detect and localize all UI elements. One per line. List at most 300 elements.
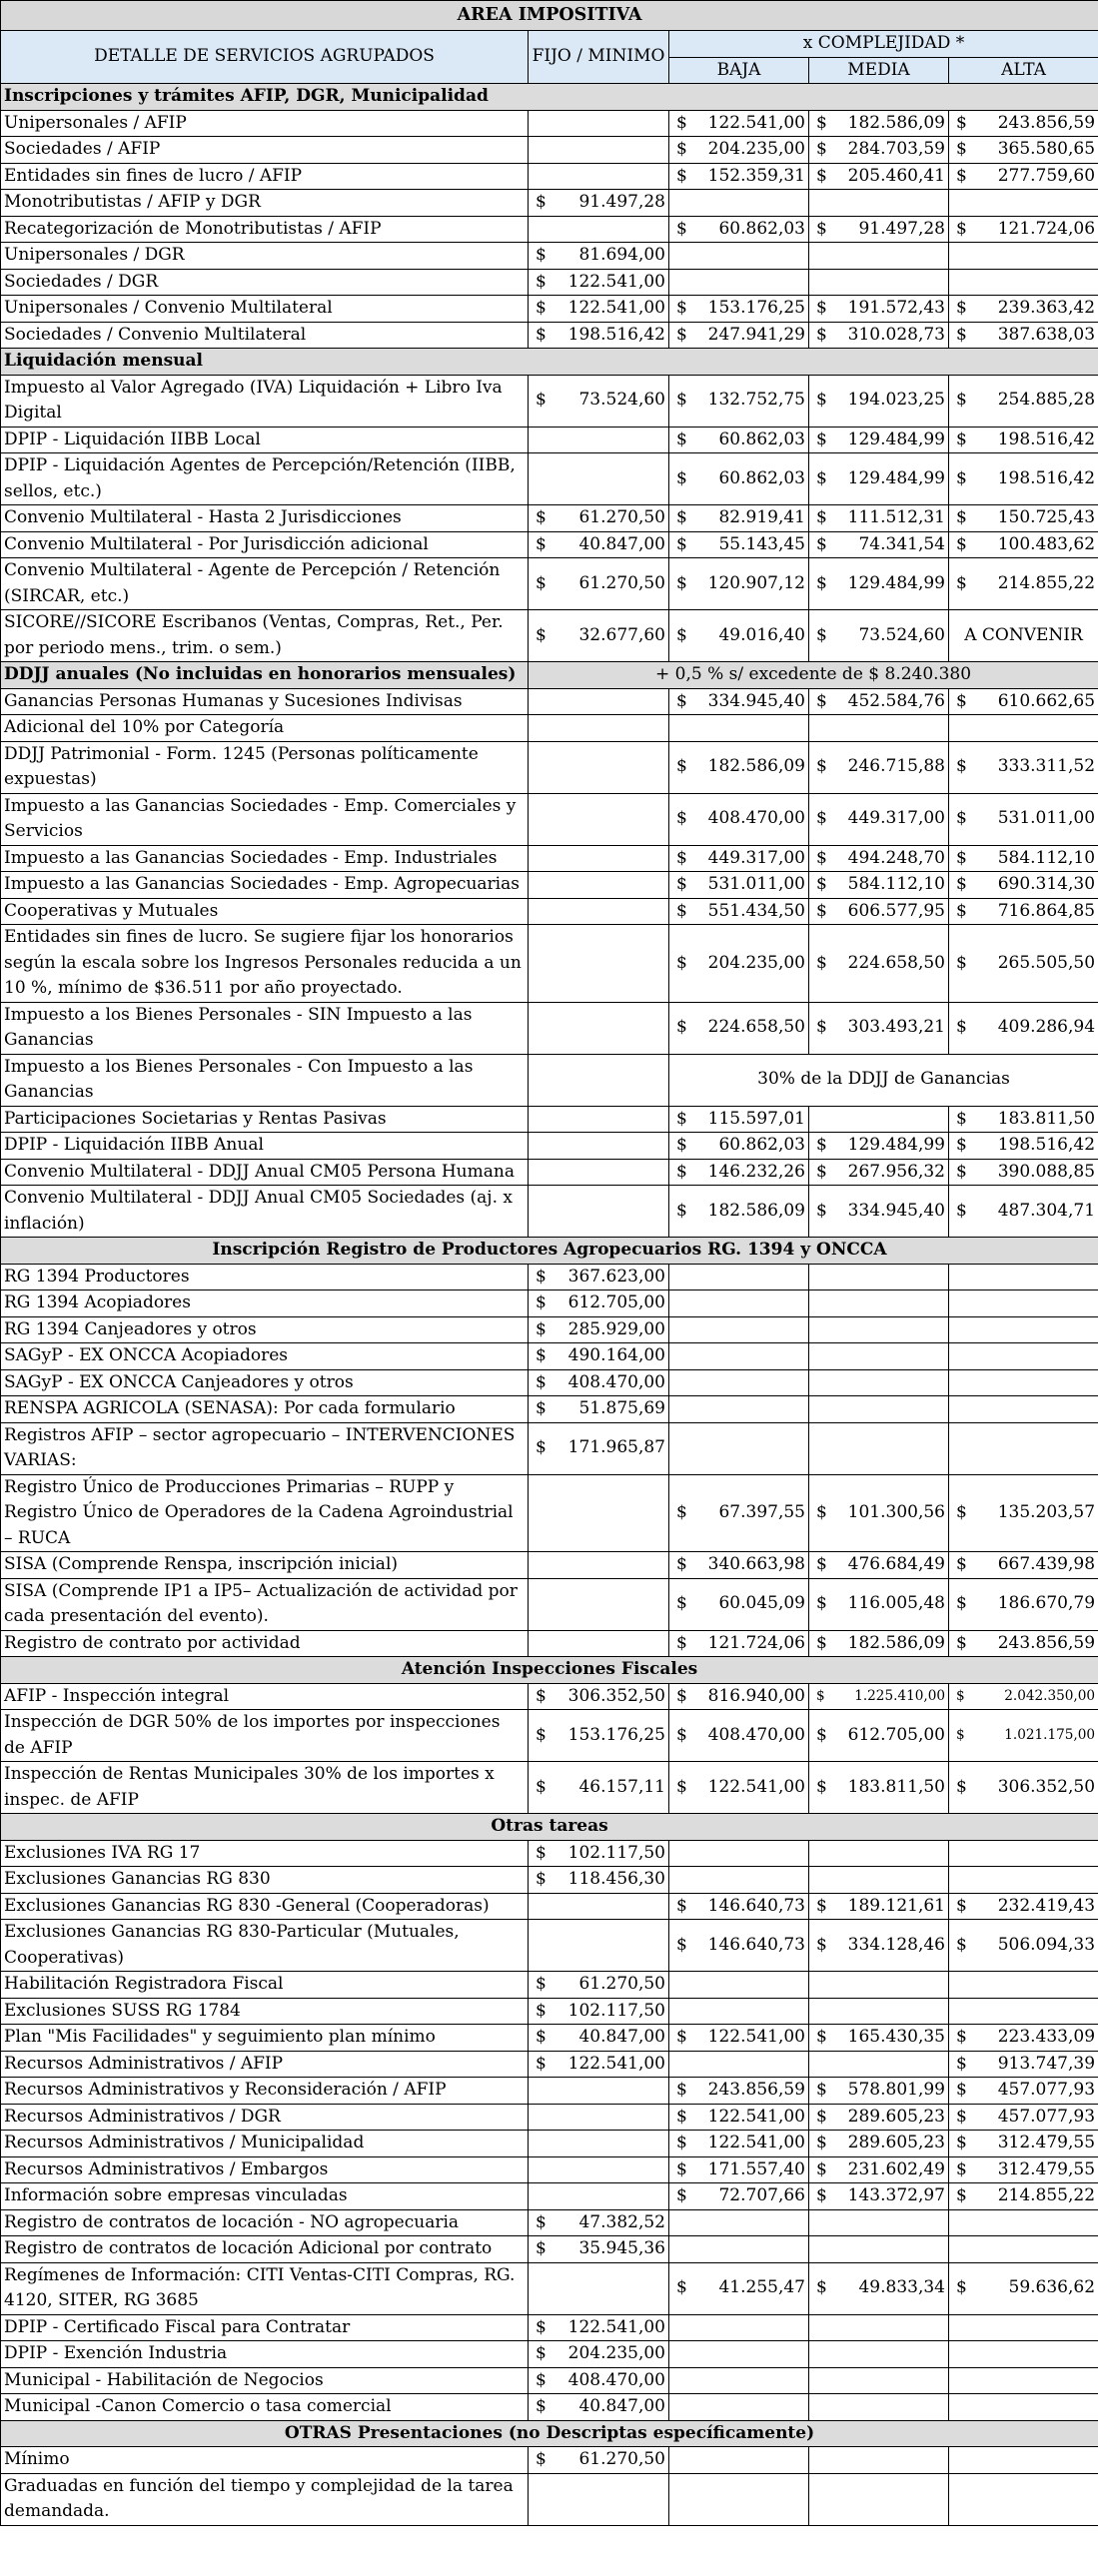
currency-sign: $	[816, 1502, 827, 1522]
fixed-amount	[529, 741, 669, 793]
high-header: ALTA	[949, 57, 1098, 84]
currency-sign: $	[676, 165, 687, 186]
table-row	[1, 2262, 1098, 2314]
amount: 101.300,56	[847, 1502, 945, 1522]
amount: 171.965,87	[567, 1437, 665, 1458]
amount: 129.484,99	[847, 467, 945, 488]
amount: 118.456,30	[567, 1869, 665, 1889]
medium-amount	[809, 1264, 949, 1290]
table-row	[1, 2183, 1098, 2210]
low-amount	[669, 2394, 809, 2421]
fixed-amount	[529, 505, 669, 532]
amount: 285.929,00	[567, 1318, 665, 1339]
high-amount	[949, 2314, 1098, 2341]
amount: 254.885,28	[997, 390, 1096, 411]
table-row	[1, 2078, 1098, 2105]
medium-amount	[809, 296, 949, 323]
amount: 146.640,73	[707, 1895, 805, 1916]
currency-sign: $	[956, 1502, 967, 1522]
currency-sign: $	[956, 808, 967, 829]
low-amount	[669, 1186, 809, 1238]
high-amount	[949, 216, 1098, 243]
low-amount	[669, 1920, 809, 1972]
fixed-amount	[529, 453, 669, 505]
low-amount	[669, 2314, 809, 2341]
service-description: DPIP - Liquidación Agentes de Percepción/Retención (IIBB, sellos, etc.)	[1, 453, 529, 505]
header-row	[1, 31, 1098, 58]
low-amount	[669, 2025, 809, 2052]
amount: 194.023,25	[847, 390, 945, 411]
table-row	[1, 1998, 1098, 2025]
high-amount	[949, 1867, 1098, 1894]
amount: 122.541,00	[567, 298, 665, 318]
medium-amount	[809, 793, 949, 845]
service-description: SISA (Comprende Renspa, inscripción inicial)	[1, 1552, 529, 1579]
service-description: Exclusiones Ganancias RG 830-Particular (Mutuales, Cooperativas)	[1, 1920, 529, 1972]
amount: 232.419,43	[997, 1895, 1096, 1916]
amount: 182.586,09	[707, 1200, 805, 1221]
amount: 143.372,97	[847, 2185, 945, 2205]
medium-amount	[809, 531, 949, 558]
high-amount	[949, 1002, 1098, 1054]
table-row	[1, 2341, 1098, 2368]
fixed-amount	[529, 688, 669, 715]
currency-sign: $	[816, 1017, 827, 1038]
amount: 612.705,00	[567, 1292, 665, 1312]
low-amount	[669, 163, 809, 190]
amount: 449.317,00	[847, 808, 945, 829]
low-amount	[669, 1998, 809, 2025]
fixed-amount	[529, 1369, 669, 1396]
amount: 204.235,00	[707, 952, 805, 973]
currency-sign: $	[956, 756, 967, 777]
service-description: Participaciones Societarias y Rentas Pasivas	[1, 1106, 529, 1133]
fixed-minimum-header: FIJO / MINIMO	[529, 31, 669, 84]
currency-sign: $	[676, 756, 687, 777]
amount: 913.747,39	[997, 2053, 1096, 2074]
table-row	[1, 322, 1098, 349]
amount: 120.907,12	[707, 572, 805, 593]
amount: 183.811,50	[847, 1776, 945, 1797]
amount: 122.541,00	[707, 2133, 805, 2152]
amount: 390.088,85	[997, 1161, 1096, 1182]
amount: 182.586,09	[847, 112, 945, 133]
medium-amount	[809, 1762, 949, 1814]
low-amount	[669, 1316, 809, 1343]
service-description: Recursos Administrativos / AFIP	[1, 2051, 529, 2078]
table-row	[1, 427, 1098, 453]
section-header-row	[1, 662, 1098, 689]
currency-sign: $	[816, 218, 827, 239]
fixed-amount	[529, 1762, 669, 1814]
medium-amount	[809, 453, 949, 505]
medium-amount	[809, 1396, 949, 1423]
amount: 667.439,98	[997, 1554, 1096, 1574]
service-description: Graduadas en función del tiempo y complejidad de la tarea demandada.	[1, 2473, 529, 2525]
service-description: Impuesto a las Ganancias Sociedades - Emp. Industriales	[1, 845, 529, 872]
currency-sign: $	[816, 533, 827, 554]
fixed-amount	[529, 322, 669, 349]
amount: 612.705,00	[847, 1724, 945, 1745]
currency-sign: $	[956, 1017, 967, 1038]
high-amount	[949, 2209, 1098, 2236]
high-amount	[949, 163, 1098, 190]
service-description: AFIP - Inspección integral	[1, 1683, 529, 1710]
currency-sign: $	[676, 1685, 687, 1706]
fixed-amount	[529, 845, 669, 872]
amount: 408.470,00	[707, 808, 805, 829]
low-amount	[669, 2104, 809, 2131]
amount: 224.658,50	[707, 1017, 805, 1038]
currency-sign: $	[816, 112, 827, 133]
medium-amount	[809, 1683, 949, 1710]
medium-amount	[809, 2314, 949, 2341]
currency-sign: $	[536, 2027, 547, 2047]
currency-sign: $	[676, 1502, 687, 1522]
service-description: Impuesto a los Bienes Personales - SIN Impuesto a las Ganancias	[1, 1002, 529, 1054]
amount: 73.524,60	[578, 390, 665, 411]
currency-sign: $	[676, 112, 687, 133]
table-row	[1, 898, 1098, 925]
currency-sign: $	[816, 847, 827, 868]
amount: 152.359,31	[707, 165, 805, 186]
currency-sign: $	[676, 572, 687, 593]
low-amount	[669, 1159, 809, 1186]
currency-sign: $	[536, 2449, 547, 2469]
medium-amount	[809, 2104, 949, 2131]
fixed-amount	[529, 1290, 669, 1317]
page-title: AREA IMPOSITIVA	[1, 1, 1098, 31]
currency-sign: $	[536, 324, 547, 345]
amount: 47.382,52	[578, 2211, 665, 2232]
currency-sign: $	[816, 1161, 827, 1182]
fixed-amount	[529, 375, 669, 427]
high-amount	[949, 1369, 1098, 1396]
medium-amount	[809, 872, 949, 899]
section-title: Atención Inspecciones Fiscales	[1, 1657, 1098, 1684]
medium-amount	[809, 610, 949, 662]
amount: 55.143,45	[718, 533, 805, 554]
amount: 102.117,50	[567, 1842, 665, 1863]
section-header-row	[1, 84, 1098, 111]
high-amount	[949, 322, 1098, 349]
medium-amount	[809, 1343, 949, 1370]
service-description: Impuesto a las Ganancias Sociedades - Emp. Agropecuarias	[1, 872, 529, 899]
fixed-amount	[529, 531, 669, 558]
fixed-amount	[529, 2078, 669, 2105]
currency-sign: $	[816, 1934, 827, 1955]
high-amount	[949, 1264, 1098, 1290]
service-description: Municipal -Canon Comercio o tasa comercial	[1, 2394, 529, 2421]
high-amount	[949, 1630, 1098, 1657]
high-amount	[949, 1474, 1098, 1552]
table-row	[1, 1186, 1098, 1238]
medium-amount	[809, 1840, 949, 1867]
table-row	[1, 845, 1098, 872]
fixed-amount	[529, 216, 669, 243]
low-amount	[669, 1106, 809, 1133]
table-row	[1, 216, 1098, 243]
high-amount	[949, 845, 1098, 872]
currency-sign: $	[536, 2343, 547, 2363]
amount: 115.597,01	[707, 1108, 805, 1129]
medium-amount	[809, 2447, 949, 2474]
fixed-amount	[529, 296, 669, 323]
amount: 146.232,26	[707, 1161, 805, 1182]
table-row	[1, 558, 1098, 610]
currency-sign: $	[536, 1974, 547, 1994]
service-description: Ganancias Personas Humanas y Sucesiones Indivisas	[1, 688, 529, 715]
currency-sign: $	[676, 1017, 687, 1038]
amount: 153.176,25	[567, 1724, 665, 1745]
amount: 51.875,69	[578, 1398, 665, 1418]
currency-sign: $	[536, 1398, 547, 1418]
high-amount	[949, 2051, 1098, 2078]
high-amount	[949, 1316, 1098, 1343]
medium-amount	[809, 375, 949, 427]
currency-sign: $	[956, 1632, 967, 1653]
service-description: Registro de contratos de locación Adicional por contrato	[1, 2236, 529, 2263]
low-amount	[669, 322, 809, 349]
high-amount	[949, 1290, 1098, 1317]
service-description: Convenio Multilateral - Agente de Percepción / Retención (SIRCAR, etc.)	[1, 558, 529, 610]
amount: 32.677,60	[578, 624, 665, 645]
amount: 246.715,88	[847, 756, 945, 777]
service-description: Unipersonales / Convenio Multilateral	[1, 296, 529, 323]
high-amount	[949, 793, 1098, 845]
service-description: Registro de contratos de locación - NO agropecuaria	[1, 2209, 529, 2236]
high-amount	[949, 925, 1098, 1003]
section-title: Liquidación mensual	[1, 349, 1098, 376]
currency-sign: $	[816, 2133, 827, 2152]
amount: 171.557,40	[707, 2158, 805, 2179]
amount: 40.847,00	[578, 2396, 665, 2416]
amount: 49.833,34	[858, 2277, 945, 2298]
fixed-amount	[529, 1578, 669, 1630]
currency-sign: $	[956, 467, 967, 488]
high-amount	[949, 2447, 1098, 2474]
currency-sign: $	[676, 1593, 687, 1614]
fixed-amount	[529, 1867, 669, 1894]
table-row	[1, 1290, 1098, 1317]
high-amount	[949, 2183, 1098, 2210]
amount: 214.855,22	[997, 572, 1096, 593]
currency-sign: $	[956, 874, 967, 894]
amount: 306.352,50	[997, 1776, 1096, 1797]
currency-sign: $	[816, 952, 827, 973]
currency-sign: $	[676, 1724, 687, 1745]
amount: 289.605,23	[847, 2106, 945, 2127]
currency-sign: $	[816, 1895, 827, 1916]
medium-amount	[809, 1474, 949, 1552]
amount: 531.011,00	[997, 808, 1096, 829]
currency-sign: $	[676, 624, 687, 645]
currency-sign: $	[816, 429, 827, 449]
amount: 198.516,42	[567, 324, 665, 345]
amount: 49.016,40	[718, 624, 805, 645]
service-description: Convenio Multilateral - Hasta 2 Jurisdicciones	[1, 505, 529, 532]
amount: 584.112,10	[997, 847, 1096, 868]
low-amount	[669, 1369, 809, 1396]
currency-sign: $	[676, 429, 687, 449]
service-description: Sociedades / Convenio Multilateral	[1, 322, 529, 349]
currency-sign: $	[956, 847, 967, 868]
amount: 224.658,50	[847, 952, 945, 973]
low-amount	[669, 715, 809, 742]
high-amount	[949, 2236, 1098, 2263]
amount: 122.541,00	[567, 2053, 665, 2074]
low-amount	[669, 2183, 809, 2210]
table-row	[1, 2131, 1098, 2157]
currency-sign: $	[676, 1161, 687, 1182]
high-amount	[949, 427, 1098, 453]
amount: 59.636,62	[1008, 2277, 1096, 2298]
section-header-row	[1, 1238, 1098, 1265]
high-amount	[949, 2394, 1098, 2421]
amount: 60.862,03	[718, 467, 805, 488]
high-amount	[949, 269, 1098, 296]
currency-sign: $	[956, 2277, 967, 2298]
low-amount	[669, 1630, 809, 1657]
section-title: OTRAS Presentaciones (no Descriptas específicamente)	[1, 2420, 1098, 2447]
currency-sign: $	[676, 390, 687, 411]
currency-sign: $	[536, 572, 547, 593]
service-description: Cooperativas y Mutuales	[1, 898, 529, 925]
currency-sign: $	[676, 1776, 687, 1797]
fixed-amount	[529, 1683, 669, 1710]
amount: 198.516,42	[997, 1135, 1096, 1155]
currency-sign: $	[536, 1345, 547, 1365]
currency-sign: $	[816, 507, 827, 527]
amount: 121.724,06	[997, 218, 1096, 239]
medium-amount	[809, 137, 949, 164]
currency-sign: $	[956, 390, 967, 411]
currency-sign: $	[536, 507, 547, 527]
currency-sign: $	[816, 139, 827, 159]
service-description: Recursos Administrativos / Embargos	[1, 2156, 529, 2183]
amount: 457.077,93	[997, 2080, 1096, 2100]
amount: 35.945,36	[578, 2238, 665, 2258]
amount: 243.856,59	[997, 112, 1096, 133]
amount: 61.270,50	[578, 2449, 665, 2469]
fixed-amount	[529, 1972, 669, 1999]
fixed-amount	[529, 427, 669, 453]
amount: 690.314,30	[997, 874, 1096, 894]
medium-amount	[809, 1002, 949, 1054]
table-row	[1, 925, 1098, 1003]
currency-sign: $	[956, 2106, 967, 2127]
table-row	[1, 1893, 1098, 1920]
currency-sign: $	[816, 390, 827, 411]
amount: 243.856,59	[997, 1632, 1096, 1653]
fixed-amount	[529, 2104, 669, 2131]
amount: 494.248,70	[847, 847, 945, 868]
amount: 408.470,00	[567, 2369, 665, 2390]
amount: 387.638,03	[997, 324, 1096, 345]
low-amount	[669, 1972, 809, 1999]
section-header-row	[1, 2420, 1098, 2447]
amount: 277.759,60	[997, 165, 1096, 186]
currency-sign: $	[676, 808, 687, 829]
high-amount	[949, 453, 1098, 505]
amount: 122.541,00	[707, 112, 805, 133]
amount: 183.811,50	[997, 1108, 1096, 1129]
currency-sign: $	[816, 624, 827, 645]
low-amount	[669, 1762, 809, 1814]
fixed-amount	[529, 2025, 669, 2052]
currency-sign: $	[956, 2053, 967, 2074]
service-description: Mínimo	[1, 2447, 529, 2474]
low-amount	[669, 427, 809, 453]
amount: 122.541,00	[707, 2106, 805, 2127]
fixed-amount	[529, 2341, 669, 2368]
fixed-amount	[529, 1343, 669, 1370]
section-title: Inscripciones y trámites AFIP, DGR, Municipalidad	[1, 84, 1098, 111]
currency-sign: $	[956, 2185, 967, 2205]
currency-sign: $	[676, 218, 687, 239]
medium-amount	[809, 1578, 949, 1630]
amount: 204.235,00	[567, 2343, 665, 2363]
low-amount	[669, 2341, 809, 2368]
amount: 239.363,42	[997, 298, 1096, 318]
medium-amount	[809, 1369, 949, 1396]
high-amount	[949, 2341, 1098, 2368]
section-title: DDJJ anuales (No incluidas en honorarios mensuales)	[1, 662, 529, 689]
currency-sign: $	[676, 2185, 687, 2205]
medium-amount	[809, 2236, 949, 2263]
medium-amount	[809, 322, 949, 349]
low-amount	[669, 453, 809, 505]
table-row	[1, 2209, 1098, 2236]
currency-sign: $	[816, 1776, 827, 1797]
service-description: DDJJ Patrimonial - Form. 1245 (Personas políticamente expuestas)	[1, 741, 529, 793]
table-row	[1, 1264, 1098, 1290]
amount: 452.584,76	[847, 690, 945, 711]
currency-sign: $	[956, 507, 967, 527]
amount: 182.586,09	[707, 756, 805, 777]
medium-amount	[809, 898, 949, 925]
amount: 60.862,03	[718, 218, 805, 239]
amount: 91.497,28	[858, 218, 945, 239]
fixed-amount	[529, 1002, 669, 1054]
low-amount	[669, 1396, 809, 1423]
medium-amount	[809, 845, 949, 872]
currency-sign: $	[676, 467, 687, 488]
amount: 182.586,09	[847, 1632, 945, 1653]
table-row	[1, 793, 1098, 845]
amount: 40.847,00	[578, 2027, 665, 2047]
fixed-amount	[529, 1422, 669, 1474]
amount: 306.352,50	[567, 1685, 665, 1706]
fixed-amount	[529, 2473, 669, 2525]
currency-sign: $	[956, 324, 967, 345]
fixed-amount	[529, 269, 669, 296]
currency-sign: $	[536, 2369, 547, 2390]
table-row	[1, 1710, 1098, 1762]
amount: 312.479,55	[997, 2158, 1096, 2179]
amount: 284.703,59	[847, 139, 945, 159]
medium-amount	[809, 1422, 949, 1474]
low-amount	[669, 296, 809, 323]
currency-sign: $	[676, 2027, 687, 2047]
low-amount	[669, 110, 809, 137]
medium-amount	[809, 427, 949, 453]
medium-amount	[809, 1710, 949, 1762]
amount: 116.005,48	[847, 1593, 945, 1614]
low-amount	[669, 793, 809, 845]
service-description: Exclusiones Ganancias RG 830	[1, 1867, 529, 1894]
currency-sign: $	[536, 245, 547, 265]
